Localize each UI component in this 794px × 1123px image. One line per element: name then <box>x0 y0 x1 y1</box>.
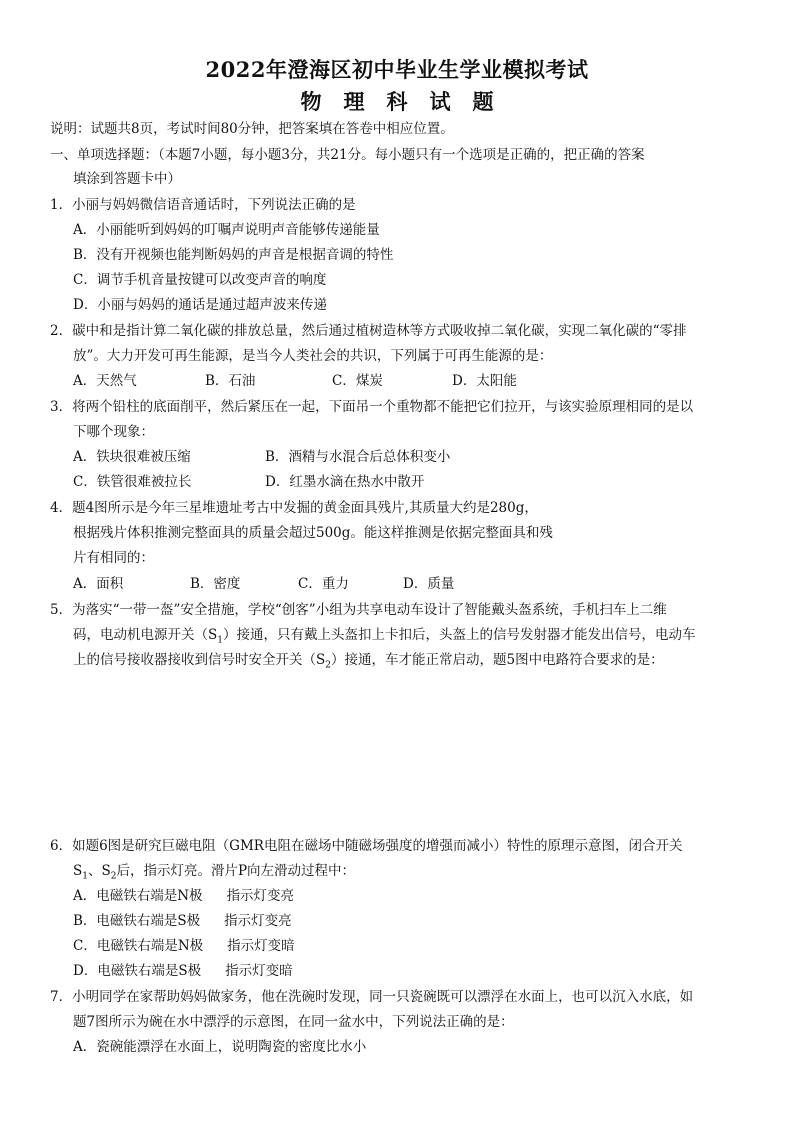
section1-heading-cont: 填涂到答题卡中） <box>73 171 181 187</box>
q4-stem-cont2: 片有相同的： <box>73 550 154 566</box>
q4-option-b: B．密度 <box>190 576 241 592</box>
q5-stem-cont1: 码，电动机电源开关$(S_1)$接通，只有戴上头盔扣上卡扣后，头盔上的信号发射器才能发出信号，电动车 <box>73 627 696 646</box>
q6-stem-cont: $S_1$、$S_2$后，指示灯亮。滑片P向左滑动过程中： <box>73 863 356 882</box>
q6-option-c: C．电磁铁右端是N极 指示灯变暗 <box>73 938 295 954</box>
q2-option-c: C．煤炭 <box>332 373 383 389</box>
instructions: 说明：试题共8页，考试时间80分钟，把答案填在答卷中相应位置。 <box>50 121 454 137</box>
section1-heading: 一、单项选择题：（本题7小题，每小题3分，共21分。每小题只有一个选项是正确的，把正确的答案 <box>50 147 645 163</box>
q4-option-c: C．重力 <box>298 576 349 592</box>
q4-option-a: A．面积 <box>73 576 124 592</box>
q3-stem: 3．将两个铅柱的底面削平，然后紧压在一起，下面吊一个重物都不能把它们拉开，与该实验原理相同的是以 <box>50 399 694 415</box>
q1-option-b: B．没有开视频也能判断妈妈的声音是根据音调的特性 <box>73 247 394 263</box>
q3-option-a: A．铁块很难被压缩 <box>73 449 191 465</box>
subject-title: 物理科试题 <box>300 89 516 114</box>
q6-stem: 6．如题6图是研究巨磁电阻（GMR电阻在磁场中随磁场强度的增强而减小）特性的原理示意图，闭合开关 <box>50 838 683 854</box>
q4-stem-cont1: 根据残片体积推测完整面具的质量会超过500g。能这样推测是依据完整面具和残 <box>73 525 553 541</box>
q7-stem-cont: 题7图所示为碗在水中漂浮的示意图，在同一盆水中，下列说法正确的是： <box>73 1014 514 1030</box>
q3-option-b: B．酒精与水混合后总体积变小 <box>265 449 451 465</box>
q4-option-d: D．质量 <box>403 576 455 592</box>
q7-option-a: A．瓷碗能漂浮在水面上，说明陶瓷的密度比水小 <box>73 1039 367 1055</box>
exam-title: 2022年澄海区初中毕业生学业模拟考试 <box>205 57 589 82</box>
q3-option-d: D．红墨水滴在热水中散开 <box>265 474 425 490</box>
q2-stem-cont: 放”。大力开发可再生能源，是当今人类社会的共识，下列属于可再生能源的是： <box>73 348 553 364</box>
q4-stem: 4．题4图所示是今年三星堆遗址考古中发掘的黄金面具残片,其质量大约是280g， <box>50 500 538 516</box>
q6-option-d: D．电磁铁右端是S极 指示灯变暗 <box>73 963 293 979</box>
q2-option-d: D．太阳能 <box>452 373 517 389</box>
q1-stem: 1．小丽与妈妈微信语音通话时，下列说法正确的是 <box>50 197 356 213</box>
q6-option-b: B．电磁铁右端是S极 指示灯变亮 <box>73 913 292 929</box>
q1-option-d: D．小丽与妈妈的通话是通过超声波来传递 <box>73 297 327 313</box>
q2-option-b: B．石油 <box>205 373 256 389</box>
q1-option-a: A．小丽能听到妈妈的叮嘱声说明声音能够传递能量 <box>73 222 380 238</box>
q6-option-a: A．电磁铁右端是N极 指示灯变亮 <box>73 888 295 904</box>
q2-stem: 2．碳中和是指计算二氧化碳的排放总量，然后通过植树造林等方式吸收掉二氧化碳，实现二氧化碳的“零排 <box>50 323 687 339</box>
q7-stem: 7．小明同学在家帮助妈妈做家务，他在洗碗时发现，同一只瓷碗既可以漂浮在水面上，也可以沉入水底，如 <box>50 989 694 1005</box>
q3-stem-cont: 下哪个现象： <box>73 424 154 440</box>
q5-stem: 5．为落实“一带一盔”安全措施，学校“创客”小组为共享电动车设计了智能戴头盔系统，手机扫车上二维 <box>50 602 667 618</box>
q1-option-c: C．调节手机音量按键可以改变声音的响度 <box>73 272 327 288</box>
q5-stem-cont2: 上的信号接收器接收到信号时安全开关$(S_2)$接通，车才能正常启动，题5图中电路符合要求的是： <box>73 652 664 671</box>
q3-option-c: C．铁管很难被拉长 <box>73 474 192 490</box>
q2-option-a: A．天然气 <box>73 373 137 389</box>
